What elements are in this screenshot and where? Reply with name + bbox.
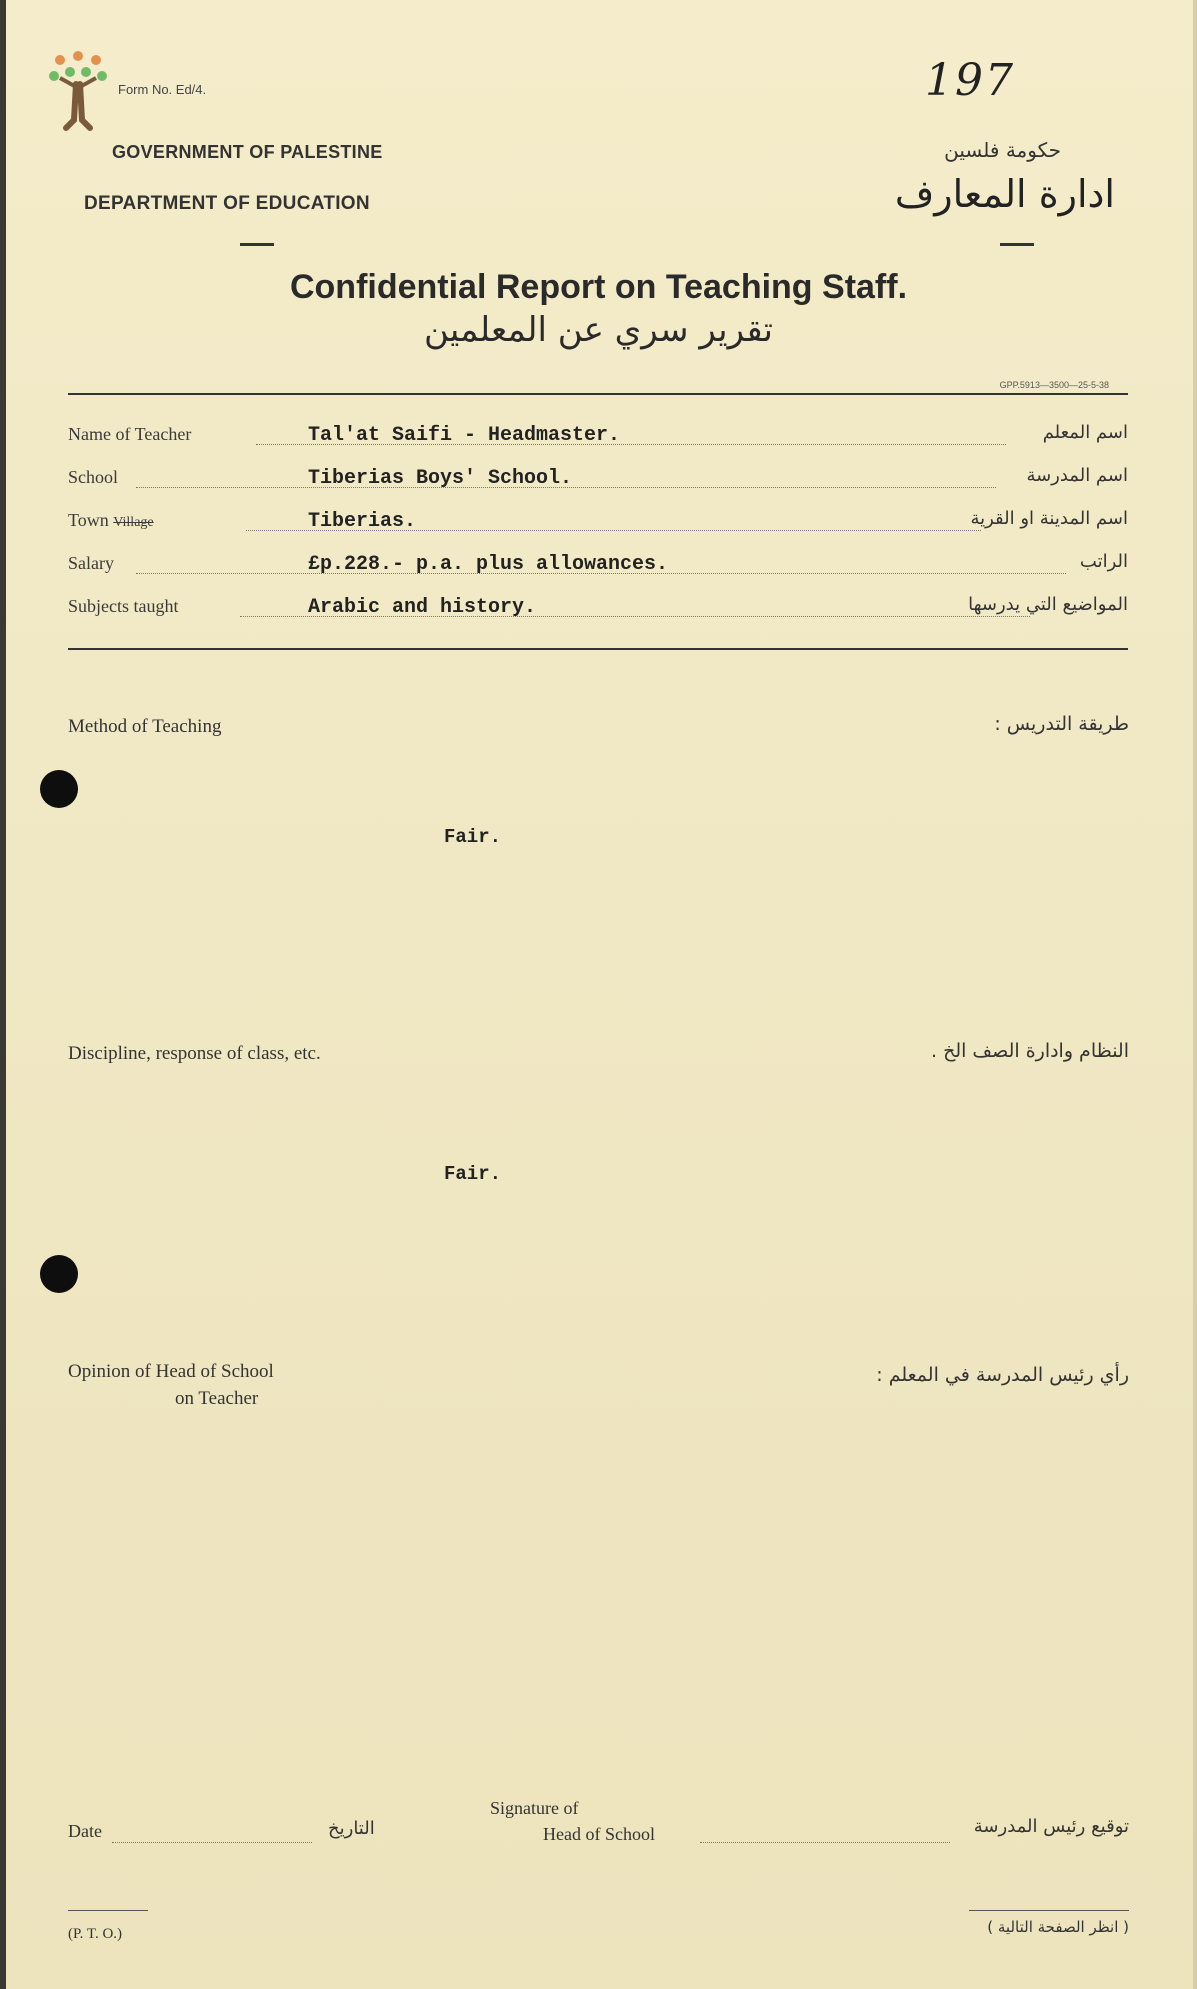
file-number-handwritten: 197: [925, 55, 1015, 106]
detail-value: Tiberias Boys' School.: [308, 467, 573, 490]
method-answer: Fair.: [444, 826, 502, 848]
detail-label-arabic: اسم المدرسة: [1026, 465, 1128, 486]
detail-row-salary: [68, 549, 1128, 579]
struck-village-word: Village: [113, 515, 154, 530]
detail-label-arabic: الراتب: [1079, 551, 1128, 572]
top-rule: [68, 393, 1128, 395]
town-label: Town: [68, 510, 109, 530]
opinion-label-arabic: رأي رئيس المدرسة في المعلم :: [876, 1364, 1129, 1386]
signature-dotted-line: [700, 1842, 950, 1843]
pto-label: (P. T. O.): [68, 1926, 123, 1942]
discipline-label-arabic: النظام وادارة الصف الخ .: [930, 1040, 1129, 1062]
opinion-label-line2: on Teacher: [175, 1388, 259, 1409]
signature-label-line1: Signature of: [490, 1798, 579, 1818]
pto-rule-arabic: [969, 1910, 1129, 1911]
discipline-answer: Fair.: [444, 1163, 502, 1185]
detail-label: Salary: [68, 553, 114, 573]
detail-value: Arabic and history.: [308, 596, 537, 619]
punch-hole: [40, 1255, 78, 1293]
discipline-label: Discipline, response of class, etc.: [68, 1043, 321, 1064]
detail-row-teacher: [68, 420, 1128, 450]
print-code: GPP.5913—3500—25-5-38: [999, 380, 1109, 390]
signature-label-line2: Head of School: [543, 1824, 655, 1844]
detail-value: £p.228.- p.a. plus allowances.: [308, 553, 669, 576]
method-label-arabic: طريقة التدريس :: [994, 713, 1129, 735]
detail-label-arabic: المواضيع التي يدرسها: [968, 594, 1128, 615]
detail-label-arabic: اسم المدينة او القرية: [970, 508, 1128, 529]
header-dash-right: [1000, 243, 1034, 246]
date-label-arabic: التاريخ: [328, 1818, 375, 1839]
government-heading: GOVERNMENT OF PALESTINE: [112, 142, 383, 162]
department-heading: DEPARTMENT OF EDUCATION: [84, 193, 370, 214]
detail-label-arabic: اسم المعلم: [1042, 422, 1128, 443]
method-label: Method of Teaching: [68, 716, 222, 737]
department-heading-arabic: ادارة المعارف: [894, 172, 1115, 216]
header-dash-left: [240, 243, 274, 246]
detail-row-subjects: [68, 592, 1128, 622]
detail-label: School: [68, 467, 119, 487]
punch-hole: [40, 770, 78, 808]
details-bottom-rule: [68, 648, 1128, 650]
detail-label: [68, 510, 154, 531]
signature-label-arabic: توقيع رئيس المدرسة: [973, 1816, 1129, 1837]
report-title-arabic: تقرير سري عن المعلمين: [423, 310, 773, 350]
tree-logo-watermark: [46, 50, 110, 146]
government-heading-arabic: حكومة فلسين: [944, 138, 1061, 162]
date-dotted-line: [112, 1842, 312, 1843]
report-title: Confidential Report on Teaching Staff.: [289, 268, 908, 306]
detail-label: Name of Teacher: [68, 424, 192, 444]
form-number: Form No. Ed/4.: [118, 82, 207, 97]
detail-value: Tal'at Saifi - Headmaster.: [308, 424, 621, 447]
detail-label: Subjects taught: [68, 596, 179, 616]
detail-value: Tiberias.: [308, 510, 417, 533]
pto-label-arabic: ( انظر الصفحة التالية ): [987, 1918, 1129, 1936]
detail-row-town: [68, 506, 1128, 536]
date-label: Date: [68, 1821, 102, 1841]
pto-rule: [68, 1910, 148, 1911]
opinion-label-line1: Opinion of Head of School: [68, 1361, 274, 1382]
detail-row-school: [68, 463, 1128, 493]
